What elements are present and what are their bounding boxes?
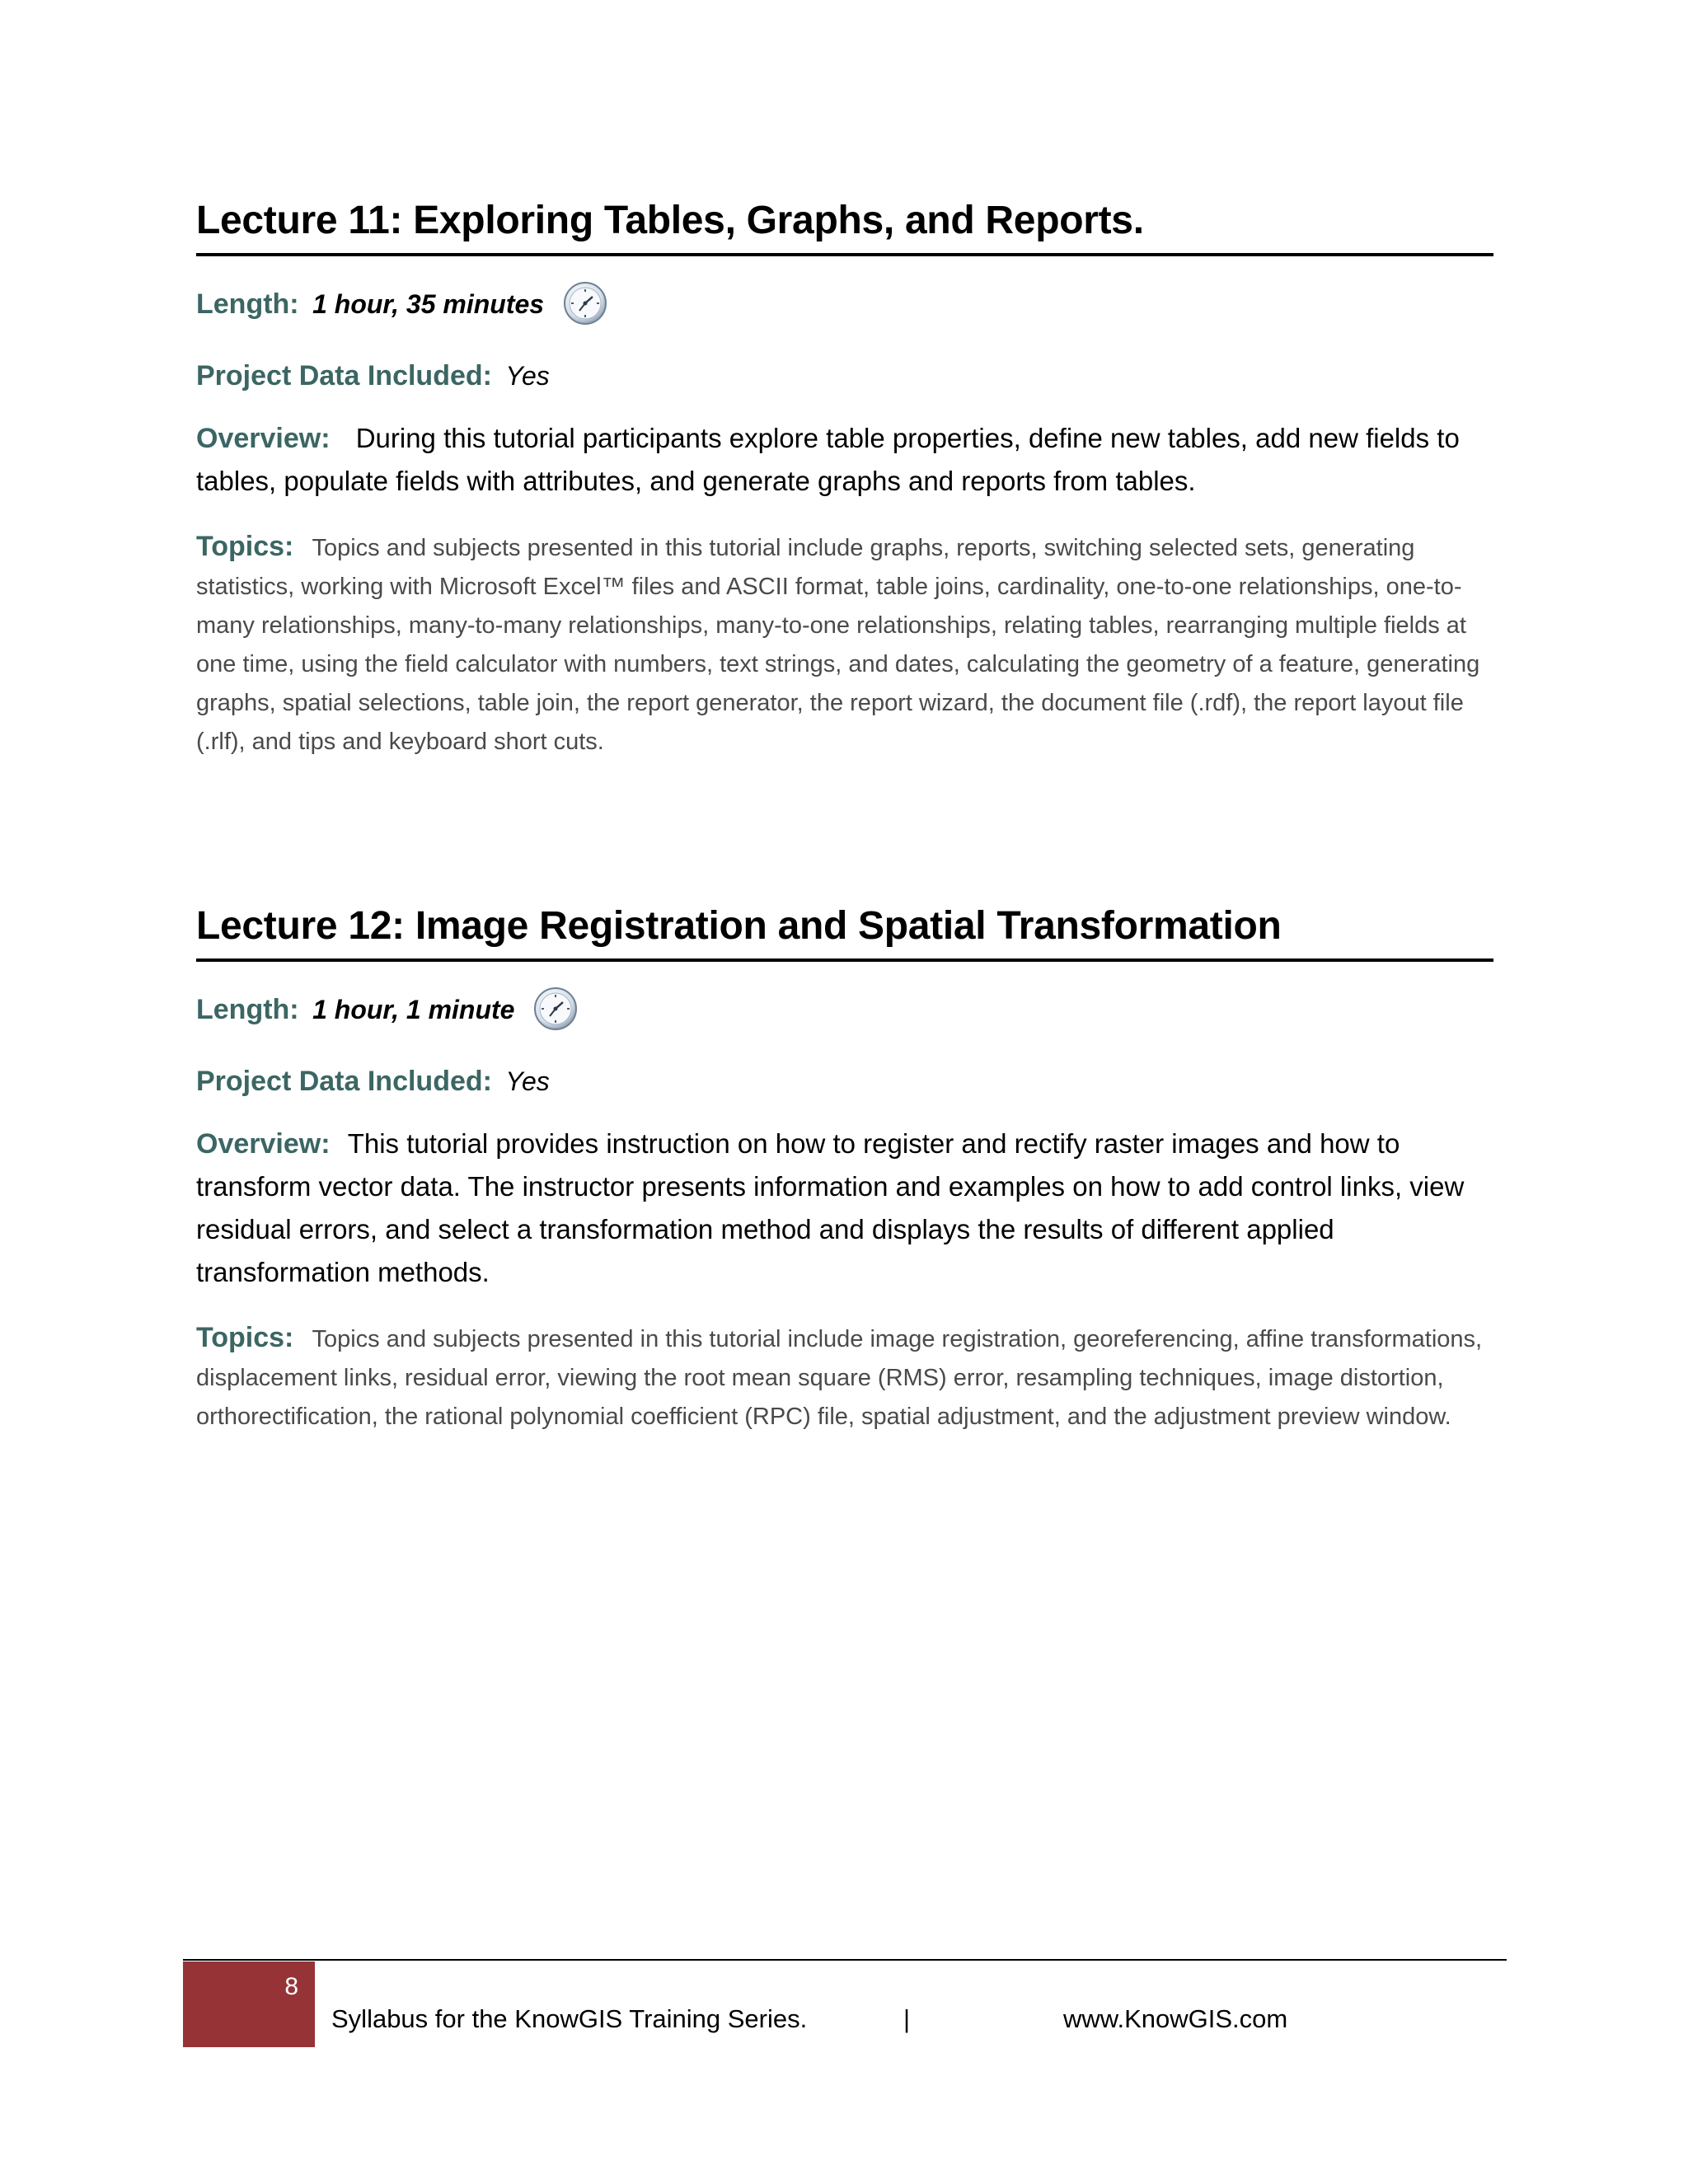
overview-label: Overview: <box>196 423 331 454</box>
project-data-label: Project Data Included: <box>196 1066 492 1097</box>
page-number: 8 <box>284 1973 298 2000</box>
lecture-12-section <box>196 903 1493 1436</box>
length-label: Length: <box>196 288 299 321</box>
topics-label: Topics: <box>196 1322 294 1353</box>
project-data-value: Yes <box>505 1066 550 1096</box>
lecture-title: Lecture 11: Exploring Tables, Graphs, and Reports. <box>196 198 1493 256</box>
footer-syllabus-text: Syllabus for the KnowGIS Training Series. <box>331 2004 808 2033</box>
lecture-11-section <box>196 198 1493 762</box>
clock-icon <box>533 987 578 1031</box>
length-value: 1 hour, 1 minute <box>312 995 515 1025</box>
lecture-title: Lecture 12: Image Registration and Spatial Transformation <box>196 903 1493 962</box>
length-row <box>196 288 1493 332</box>
page-number-box <box>183 1961 315 2047</box>
topics-text: Topics and subjects presented in this tutorial include graphs, reports, switching selected sets, generating statistics, working with Microsoft Excel™ files and ASCII format, table joins, cardinality, one-to-one relationships, one-to-many relationships, many-to-many relationships, many-to-one relationships, relating tables, rearranging multiple fields at one time, using the field calculator with numbers, text strings, and dates, calculating the geometry of a feature, generating graphs, spatial selections, table join, the report generator, the report wizard, the document file (.rdf), the report layout file (.rlf), and tips and keyboard short cuts. <box>196 535 1480 755</box>
project-data-row <box>196 1066 1493 1098</box>
length-value: 1 hour, 35 minutes <box>312 289 545 320</box>
length-label: Length: <box>196 994 299 1026</box>
overview-text: During this tutorial participants explore table properties, define new tables, add new fields to tables, populate fields with attributes, and generate graphs and reports from tables. <box>196 423 1460 496</box>
topics-label: Topics: <box>196 531 294 562</box>
topics-text: Topics and subjects presented in this tutorial include image registration, georeferencing, affine transformations, displacement links, residual error, viewing the root mean square (RMS) error, resampling techniques, image distortion, orthorectification, the rational polynomial coefficient (RPC) file, spatial adjustment, and the adjustment preview window. <box>196 1326 1483 1430</box>
project-data-row <box>196 360 1493 392</box>
overview-paragraph <box>196 417 1493 503</box>
footer-separator: | <box>903 2004 911 2033</box>
overview-paragraph <box>196 1122 1493 1294</box>
overview-text: This tutorial provides instruction on how to register and rectify raster images and how to transform vector data. The instructor presents information and examples on how to add control links, view residual errors, and select a transformation method and displays the results of different applied transformation methods. <box>196 1128 1465 1287</box>
footer-rule <box>183 1959 1507 1961</box>
topics-paragraph <box>196 1319 1493 1436</box>
overview-label: Overview: <box>196 1128 331 1160</box>
project-data-label: Project Data Included: <box>196 360 492 391</box>
project-data-value: Yes <box>505 361 550 391</box>
length-row <box>196 993 1493 1038</box>
clock-icon <box>563 281 607 326</box>
footer-website-link[interactable]: www.KnowGIS.com <box>1063 2004 1288 2033</box>
topics-paragraph <box>196 527 1493 762</box>
